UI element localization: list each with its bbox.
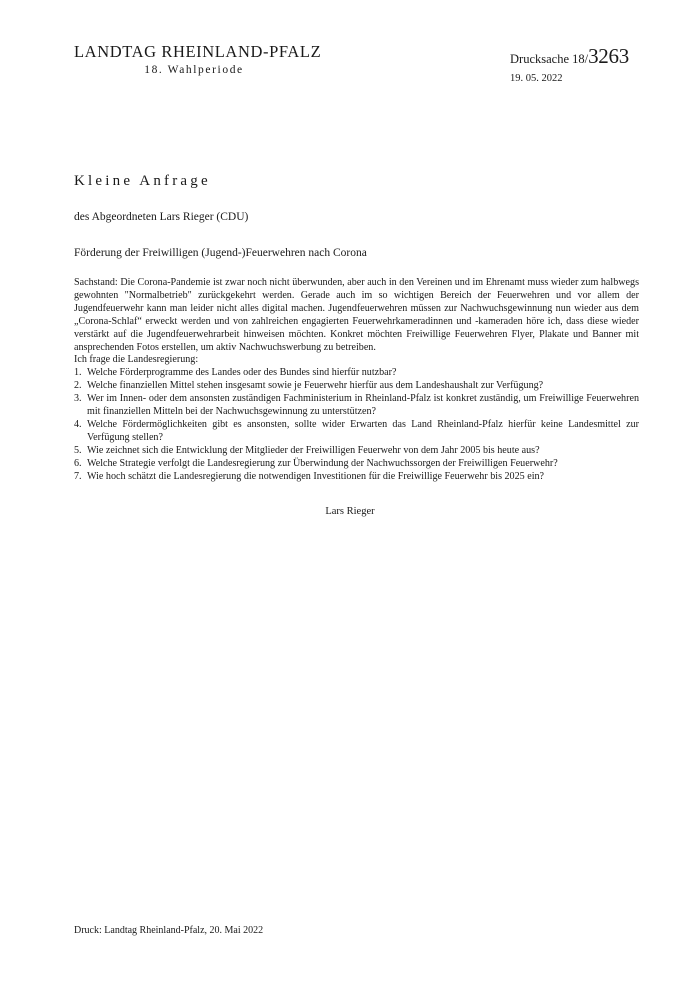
question-number: 4.: [74, 418, 82, 430]
question-intro: Ich frage die Landesregierung:: [74, 354, 199, 366]
legislative-period: 18. Wahlperiode: [144, 64, 244, 76]
drucksache-line: [510, 44, 660, 71]
question-text: Welche Strategie verfolgt die Landesregierung zur Überwindung der Nachwuchssorgen der Freiwilligen Feuerwehr?: [87, 457, 558, 469]
question-number: 6.: [74, 457, 82, 469]
print-footer: Druck: Landtag Rheinland-Pfalz, 20. Mai 2022: [74, 925, 264, 936]
letterhead: [74, 42, 322, 78]
question-text: Wer im Innen- oder dem ansonsten zuständigen Fachministerium in Rheinland-Pfalz ist konkret zuständig, um Freiwillige Feuerwehren mit finanziellen Mitteln bei der Nachwuchsgewinnung zu unterstützen?: [87, 393, 639, 418]
question-number: 1.: [74, 367, 82, 379]
question-item: [74, 393, 639, 419]
question-item: [74, 380, 639, 393]
document-date: 19. 05. 2022: [510, 73, 563, 84]
question-item: [74, 471, 639, 484]
question-text: Welche finanziellen Mittel stehen insgesamt sowie je Feuerwehr hierfür aus dem Landeshaushalt zur Verfügung?: [87, 380, 544, 392]
document-body: [74, 277, 639, 484]
question-item: [74, 445, 639, 458]
question-list: [74, 367, 639, 483]
question-text: Wie hoch schätzt die Landesregierung die notwendigen Investitionen für die Freiwillige Feuerwehr bis 2025 ein?: [87, 470, 545, 482]
signature: Lars Rieger: [325, 506, 375, 517]
document-number-block: [510, 44, 660, 86]
question-text: Welche Fördermöglichkeiten gibt es ansonsten, sollte wider Erwarten das Land Rheinland-Pfalz hierfür keine Landesmittel zur Verfügung stellen?: [87, 418, 639, 443]
author-line: des Abgeordneten Lars Rieger (CDU): [74, 211, 249, 223]
question-number: 5.: [74, 444, 82, 456]
question-number: 2.: [74, 380, 82, 392]
question-number: 3.: [74, 393, 82, 405]
document-title: Förderung der Freiwilligen (Jugend-)Feuerwehren nach Corona: [74, 247, 367, 259]
drucksache-label: Drucksache 18/: [510, 52, 589, 66]
question-item: [74, 367, 639, 380]
document-type-heading: Kleine Anfrage: [74, 173, 211, 189]
question-item: [74, 419, 639, 445]
question-number: 7.: [74, 470, 82, 482]
question-text: Welche Förderprogramme des Landes oder des Bundes sind hierfür nutzbar?: [87, 367, 397, 379]
sachstand-paragraph: Sachstand: Die Corona-Pandemie ist zwar noch nicht überwunden, aber auch in den Vereinen und im Ehrenamt muss wieder zum halbwegs gewohnten "Normalbetrieb" zurückgekehrt werden. Gerade auch im so wichtigen Bereich der Feuerwehren und vor allem der Jugendfeuerwehr kann man leider nicht alles digital machen. Jugendfeuerwehren müssen zur Nachwuchsgewinnung nun wieder aus dem „Corona-Schlaf“ erweckt werden und von zahlreichen engagierten Feuerwehrkameradinnen und -kameraden höre ich, dass diese wieder verstärkt auf die Jugendfeuerwehrarbeit hinweisen möchten. Konkret möchten Freiwillige Feuerwehren Flyer, Plakate und Banner mit ansprechenden Fotos erstellen, um aktiv Nachwuchswerbung zu betreiben.: [74, 277, 639, 353]
question-item: [74, 458, 639, 471]
question-text: Wie zeichnet sich die Entwicklung der Mitglieder der Freiwilligen Feuerwehr von dem Jahr 2005 bis heute aus?: [87, 444, 540, 456]
parliament-name: LANDTAG RHEINLAND-PFALZ: [74, 42, 322, 61]
drucksache-number: 3263: [588, 44, 629, 68]
